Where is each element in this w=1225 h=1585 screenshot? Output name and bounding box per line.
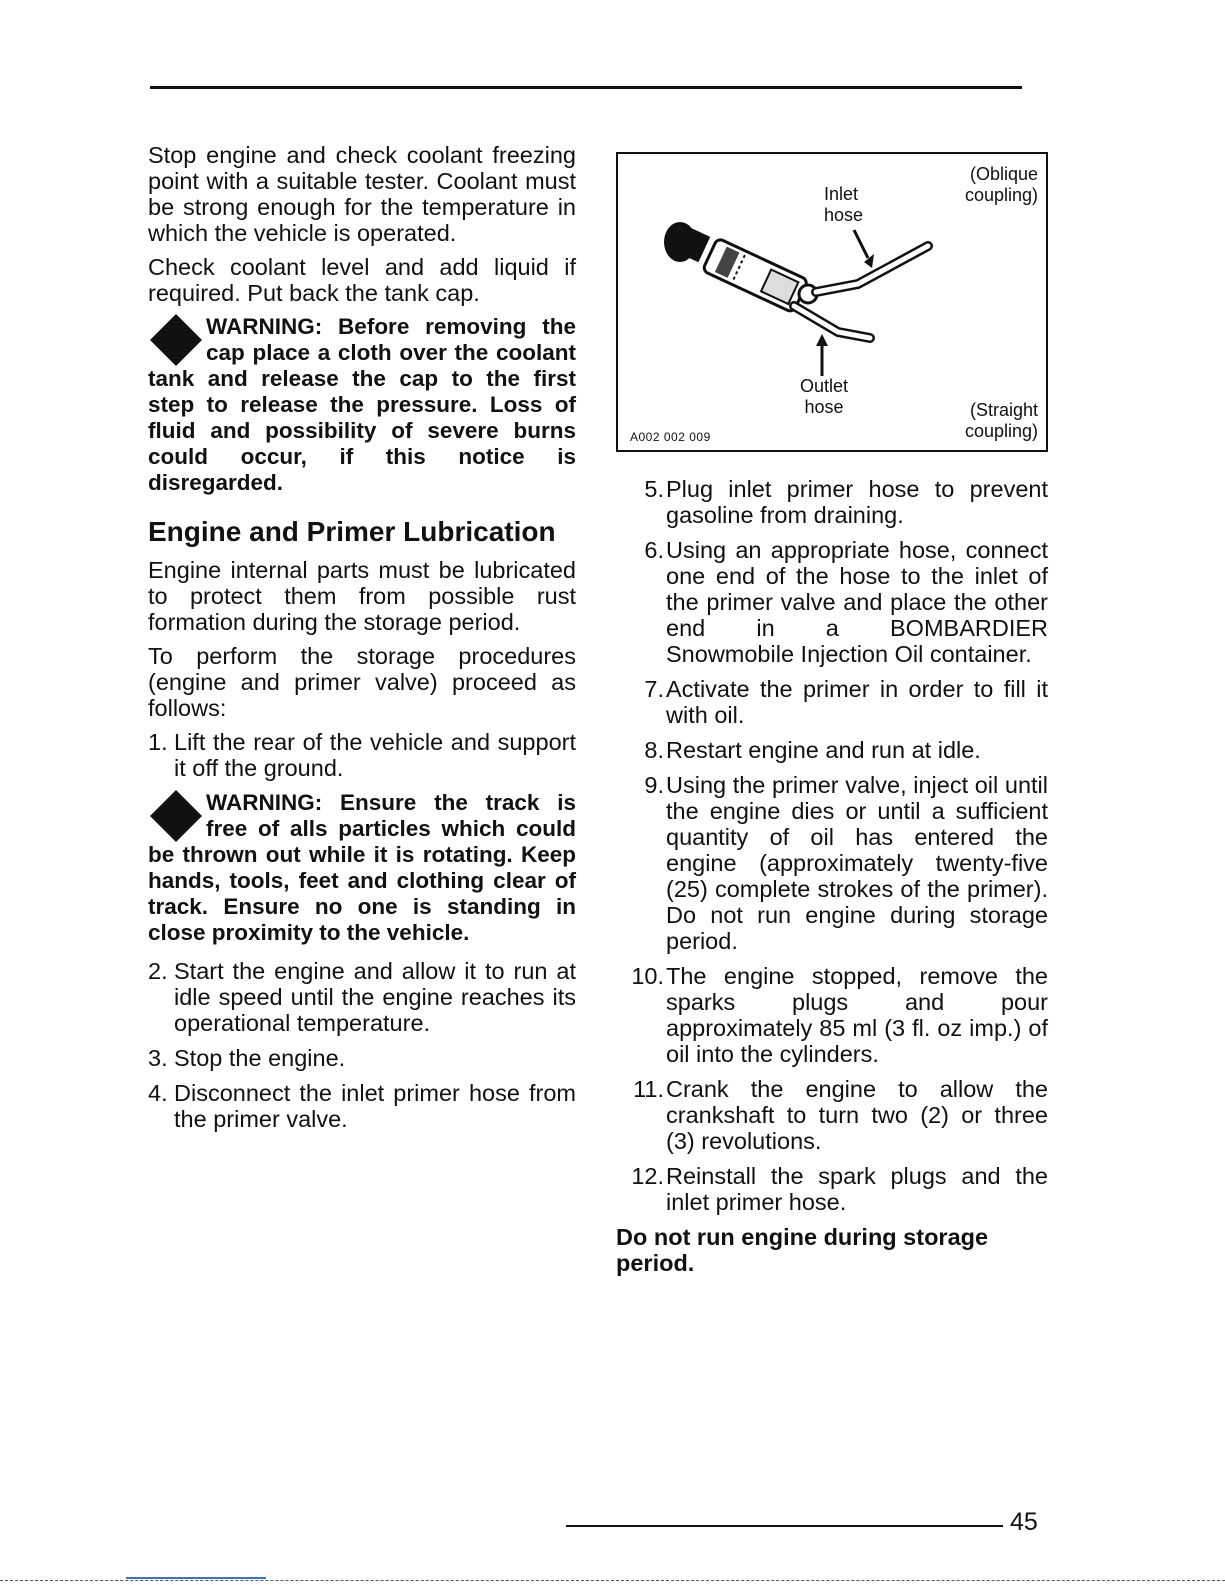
step-number: 6. xyxy=(644,537,664,563)
oblique-coupling-label: (Oblique coupling) xyxy=(964,164,1038,205)
list-item xyxy=(148,729,576,781)
figure-code: A002 002 009 xyxy=(630,430,711,444)
inlet-hose-label: Inlet hose xyxy=(824,184,864,225)
step-number: 10. xyxy=(631,963,664,989)
step-number: 3. xyxy=(148,1045,168,1071)
step-text: Restart engine and run at idle. xyxy=(666,737,981,763)
page-edge-line xyxy=(0,1580,1225,1582)
step-text: Disconnect the inlet primer hose from the primer valve. xyxy=(174,1080,576,1132)
warning-diamond-icon xyxy=(148,314,204,366)
warning-track-text: WARNING: Ensure the track is free of alls particles which could be thrown out while it is rotating. Keep hands, tools, feet and clothing clear of track. Ensure no one is standing in close proximity to the vehicle. xyxy=(148,790,576,945)
outlet-hose-label: Outlet hose xyxy=(799,376,849,417)
step-text: Activate the primer in order to fill it with oil. xyxy=(666,676,1048,728)
step-text: Stop the engine. xyxy=(174,1045,346,1071)
step-number: 7. xyxy=(644,676,664,702)
lubrication-intro-paragraph: Engine internal parts must be lubricated to protect them from possible rust formation during the storage period. xyxy=(148,557,576,635)
list-item xyxy=(148,1080,576,1132)
step-text: Lift the rear of the vehicle and support it off the ground. xyxy=(174,729,576,781)
list-item xyxy=(616,476,1048,528)
straight-coupling-label: (Straight coupling) xyxy=(964,400,1038,441)
section-heading: Engine and Primer Lubrication xyxy=(148,516,556,547)
step-number: 11. xyxy=(633,1076,664,1102)
coolant-level-paragraph: Check coolant level and add liquid if required. Put back the tank cap. xyxy=(148,254,576,306)
steps-list-right xyxy=(616,476,1048,1215)
list-item xyxy=(616,772,1048,954)
page-edge-accent xyxy=(126,1577,266,1579)
list-item xyxy=(616,537,1048,667)
right-column xyxy=(616,152,1048,1276)
list-item xyxy=(616,737,1048,763)
step-text: The engine stopped, remove the sparks plugs and pour approximately 85 ml (3 fl. oz imp.) of oil into the cylinders. xyxy=(666,963,1048,1067)
procedure-intro-paragraph: To perform the storage procedures (engine and primer valve) proceed as follows: xyxy=(148,643,576,721)
list-item xyxy=(148,1045,576,1071)
bottom-rule xyxy=(566,1525,1003,1527)
step-text: Plug inlet primer hose to prevent gasoline from draining. xyxy=(666,476,1048,528)
step-number: 9. xyxy=(644,772,664,798)
list-item xyxy=(616,676,1048,728)
step-number: 2. xyxy=(148,958,168,984)
list-item xyxy=(616,1076,1048,1154)
step-number: 1. xyxy=(148,729,168,755)
warning-diamond-icon xyxy=(148,790,204,842)
steps-list-left-b xyxy=(148,958,576,1132)
primer-valve-figure xyxy=(616,152,1048,452)
step-text: Crank the engine to allow the crankshaft to turn two (2) or three (3) revolutions. xyxy=(666,1076,1048,1154)
list-item xyxy=(616,963,1048,1067)
steps-list-left-a xyxy=(148,729,576,781)
top-rule xyxy=(150,86,1022,89)
warning-coolant-cap xyxy=(148,314,576,496)
step-number: 5. xyxy=(644,476,664,502)
coolant-check-paragraph: Stop engine and check coolant freezing point with a suitable tester. Coolant must be strong enough for the temperature in which the vehicle is operated. xyxy=(148,142,576,246)
step-number: 8. xyxy=(644,737,664,763)
list-item xyxy=(616,1163,1048,1215)
step-text: Using an appropriate hose, connect one end of the hose to the inlet of the primer valve and place the other end in a BOMBARDIER Snowmobile Injection Oil container. xyxy=(666,537,1048,667)
step-text: Start the engine and allow it to run at idle speed until the engine reaches its operational temperature. xyxy=(174,958,576,1036)
left-column xyxy=(148,142,576,1141)
list-item xyxy=(148,958,576,1036)
final-note: Do not run engine during storage period. xyxy=(616,1224,989,1276)
warning-coolant-cap-text: WARNING: Before removing the cap place a cloth over the coolant tank and release the cap to the first step to release the pressure. Loss of fluid and possibility of severe burns could occur, if this notice is disregarded. xyxy=(148,314,576,495)
step-text: Using the primer valve, inject oil until the engine dies or until a sufficient quantity of oil has entered the engine (approximately twenty-five (25) complete strokes of the primer). Do not run engine during storage period. xyxy=(666,772,1048,954)
page-number: 45 xyxy=(1010,1508,1038,1536)
step-number: 12. xyxy=(631,1163,664,1189)
warning-track xyxy=(148,790,576,946)
step-number: 4. xyxy=(148,1080,168,1106)
step-text: Reinstall the spark plugs and the inlet primer hose. xyxy=(666,1163,1048,1215)
